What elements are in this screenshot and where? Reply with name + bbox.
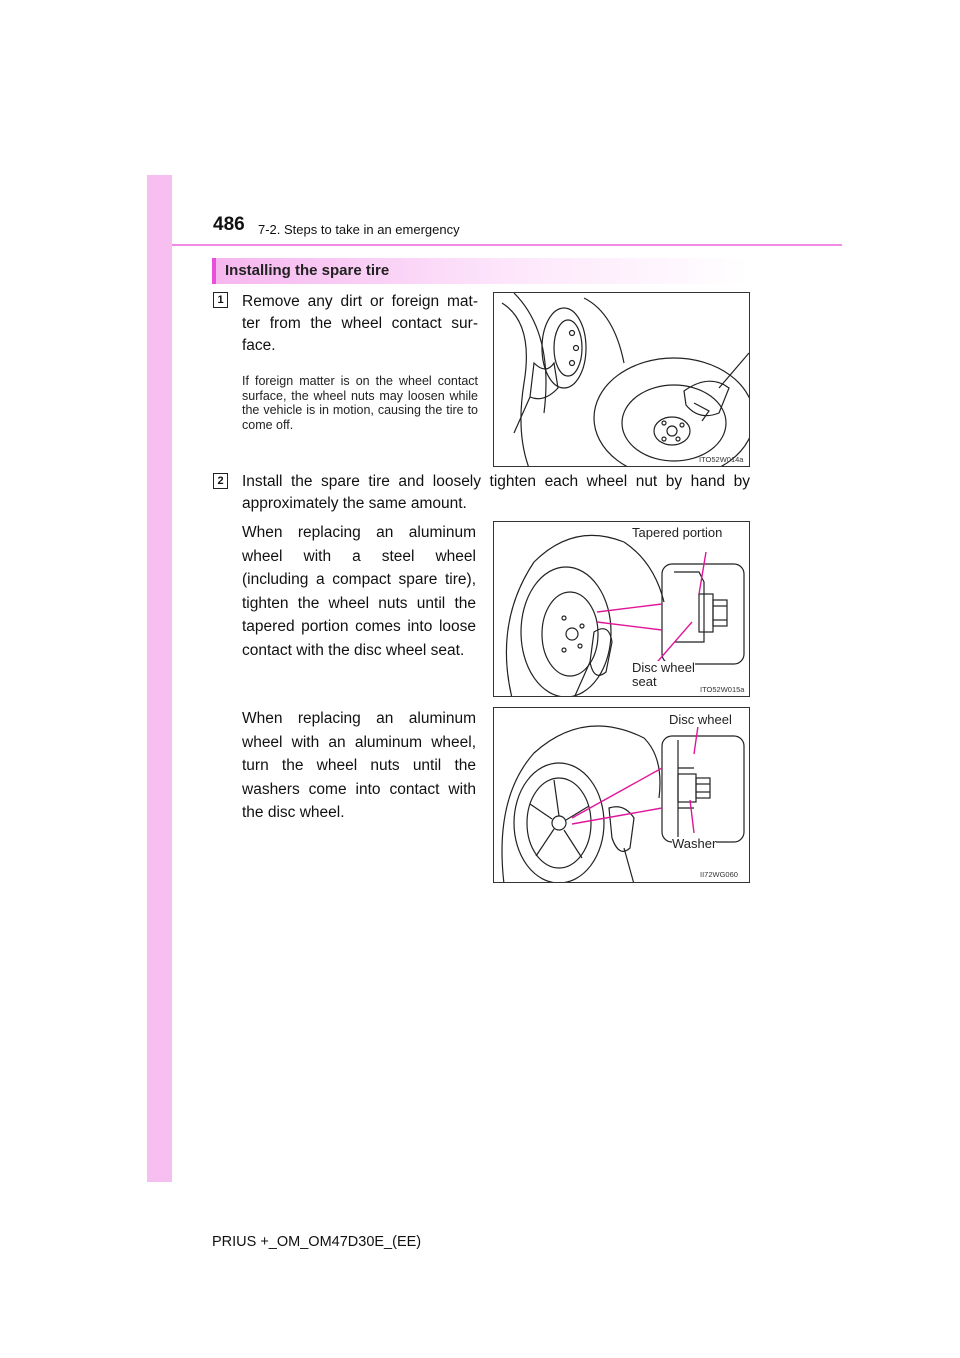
header-divider: [172, 244, 842, 246]
callout-tapered-portion: Tapered portion: [632, 525, 723, 540]
callout-washer: Washer: [672, 836, 717, 851]
topic-title: Installing the spare tire: [225, 262, 390, 279]
callout-disc-wheel-seat-line-1: Disc wheel: [632, 660, 695, 675]
page-number: 486: [213, 214, 245, 235]
wheel-hub-cleaning-illustration: [494, 293, 750, 467]
step-1-badge: 1: [213, 292, 228, 308]
callout-disc-wheel-seat-line-2: seat: [632, 674, 657, 689]
step-1-text: Remove any dirt or foreign mat-ter from the wheel contact sur-face.: [242, 293, 478, 354]
figure-1-code: ITO52W014a: [699, 455, 744, 464]
step-2-badge: 2: [213, 473, 228, 489]
step-2-text: Install the spare tire and loosely tighten each wheel nut by hand by approximately the same amount.: [242, 473, 750, 512]
figure-steel-wheel: [493, 521, 750, 697]
step-1-note: If foreign matter is on the wheel contact surface, the wheel nuts may loosen while the vehicle is in motion, causing the tire to come off.: [242, 374, 478, 432]
side-tab-strip: [147, 175, 172, 1182]
callout-disc-wheel: Disc wheel: [669, 712, 732, 727]
figure-2-code: ITO52W015a: [700, 685, 745, 694]
figure-aluminum-wheel: [493, 707, 750, 883]
figure-clean-contact-surface: [493, 292, 750, 467]
steel-wheel-nut-illustration: [494, 522, 750, 697]
topic-title-bar: [212, 258, 749, 284]
figure-3-code: II72WG060: [700, 870, 738, 879]
section-heading: 7-2. Steps to take in an emergency: [258, 222, 460, 237]
aluminum-wheel-instruction: When replacing an aluminum wheel with an aluminum wheel, turn the wheel nuts until the washers come into contact with the disc wheel.: [242, 710, 476, 821]
steel-wheel-instruction: When replacing an aluminum wheel with a steel wheel (including a compact spare tire), tighten the wheel nuts until the tapered portion comes into loose contact with the disc wheel seat.: [242, 524, 476, 659]
document-footer: PRIUS +_OM_OM47D30E_(EE): [212, 1234, 422, 1250]
aluminum-wheel-nut-illustration: [494, 708, 750, 883]
